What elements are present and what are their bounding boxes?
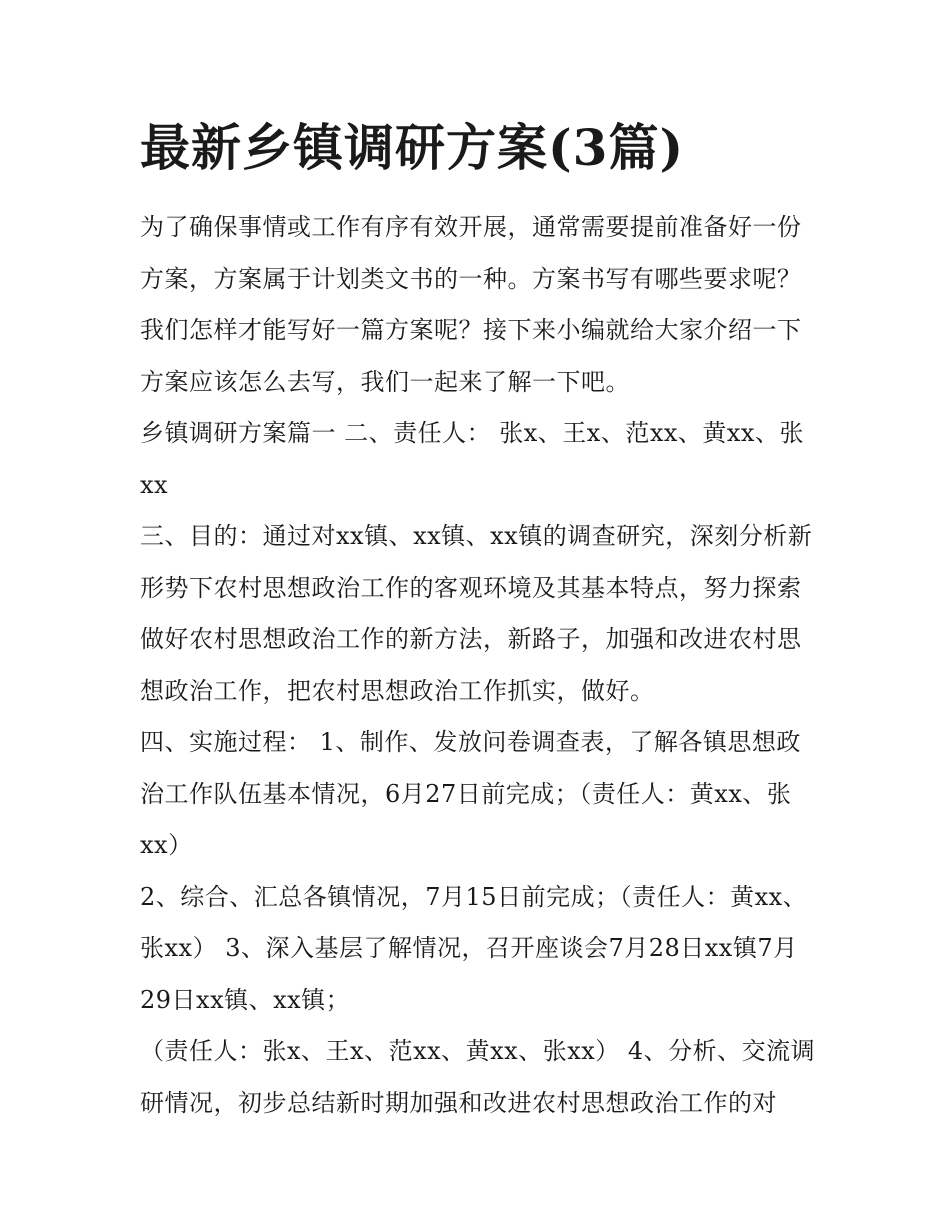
responsible-persons-paragraph: 乡镇调研方案篇一 二、责任人： 张x、王x、范xx、黄xx、张xx	[140, 419, 804, 499]
document-page	[140, 112, 820, 1129]
intro-paragraph: 为了确保事情或工作有序有效开展，通常需要提前准备好一份方案，方案属于计划类文书的一种。方案书写有哪些要求呢？我们怎样才能写好一篇方案呢？接下来小编就给大家介绍一下方案应该怎么去写，我们一起来了解一下吧。	[140, 213, 802, 396]
purpose-paragraph: 三、目的：通过对xx镇、xx镇、xx镇的调查研究，深刻分析新形势下农村思想政治工作的客观环境及其基本特点，努力探索做好农村思想政治工作的新方法，新路子，加强和改进农村思想政治工作，把农村思想政治工作抓实，做好。	[140, 522, 813, 705]
process-step-2-3-paragraph: 2、综合、汇总各镇情况，7月15日前完成；（责任人：黄xx、张xx） 3、深入基层了解情况，召开座谈会7月28日xx镇7月29日xx镇、xx镇；	[140, 882, 808, 1014]
process-step-4-paragraph: （责任人：张x、王x、范xx、黄xx、张xx） 4、分析、交流调研情况，初步总结新时期加强和改进农村思想政治工作的对	[140, 1037, 816, 1117]
document-title: 最新乡镇调研方案(3篇)	[140, 118, 685, 177]
process-step-1-paragraph: 四、实施过程： 1、制作、发放问卷调查表，了解各镇思想政治工作队伍基本情况，6月27日前完成；（责任人：黄xx、张xx）	[140, 728, 801, 859]
